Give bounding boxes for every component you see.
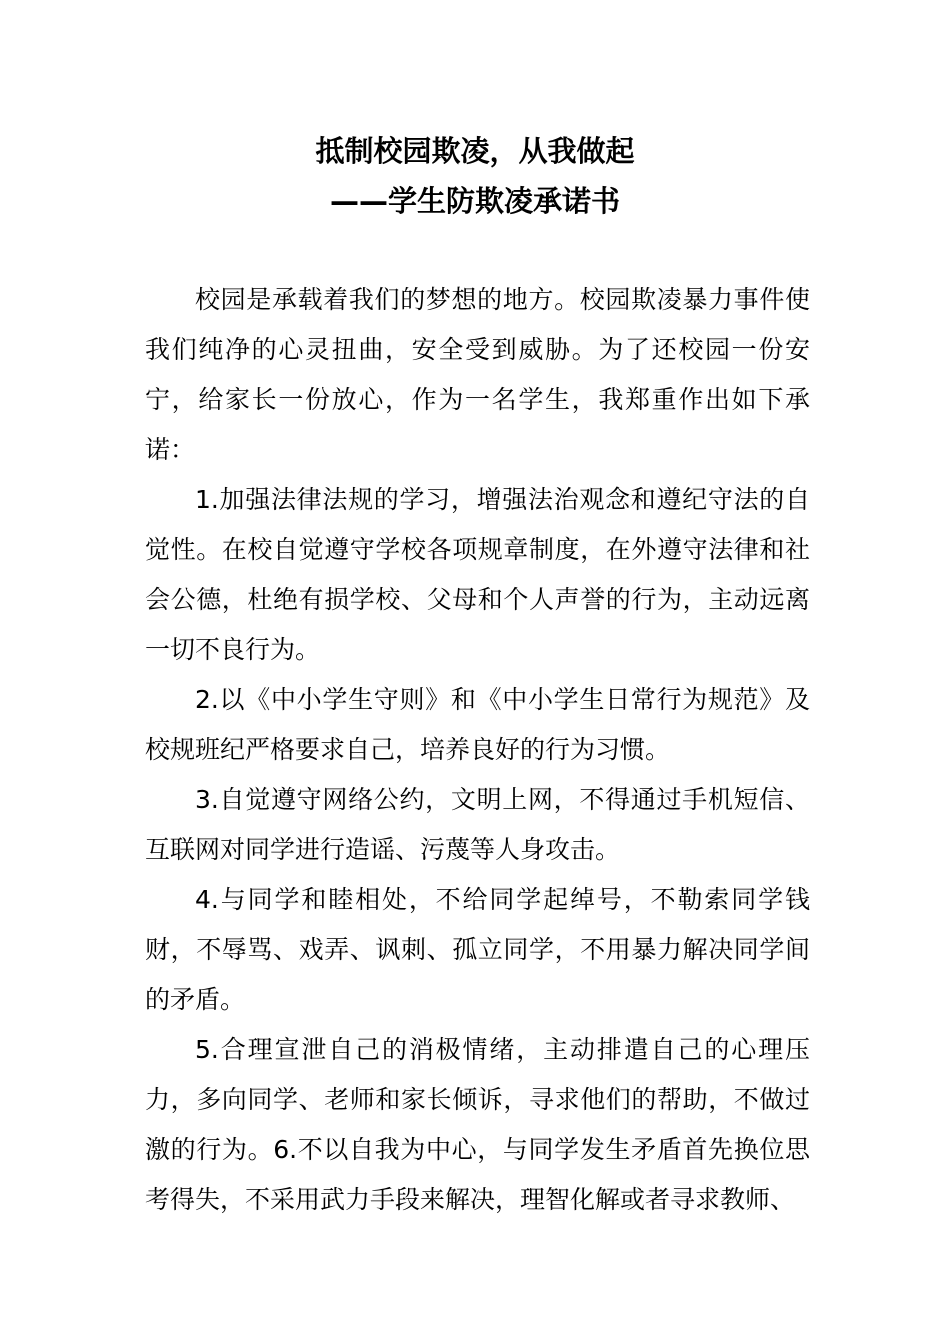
document-body bbox=[145, 275, 810, 1225]
paragraph-item-3: 3.自觉遵守网络公约，文明上网，不得通过手机短信、互联网对同学进行造谣、污蔑等人身攻击。 bbox=[145, 785, 810, 864]
paragraph-item-1: 1.加强法律法规的学习，增强法治观念和遵纪守法的自觉性。在校自觉遵守学校各项规章制度，在外遵守法律和社会公德，杜绝有损学校、父母和个人声誉的行为，主动远离一切不良行为。 bbox=[145, 485, 810, 664]
paragraph-item-4: 4.与同学和睦相处，不给同学起绰号，不勒索同学钱财，不辱骂、戏弄、讽刺、孤立同学，不用暴力解决同学间的矛盾。 bbox=[145, 885, 810, 1014]
document-subtitle: ——学生防欺凌承诺书 bbox=[329, 184, 620, 218]
paragraph-intro: 校园是承载着我们的梦想的地方。校园欺凌暴力事件使我们纯净的心灵扭曲，安全受到威胁。为了还校园一份安宁，给家长一份放心，作为一名学生，我郑重作出如下承诺： bbox=[145, 285, 810, 464]
paragraph-item-2: 2.以《中小学生守则》和《中小学生日常行为规范》及校规班纪严格要求自己，培养良好的行为习惯。 bbox=[145, 685, 810, 764]
paragraph-item-5-6: 5.合理宣泄自己的消极情绪，主动排遣自己的心理压力，多向同学、老师和家长倾诉，寻求他们的帮助，不做过激的行为。6.不以自我为中心，与同学发生矛盾首先换位思考得失，不采用武力手段来解决，理智化解或者寻求教师、 bbox=[145, 1035, 810, 1214]
document-title: 抵制校园欺凌，从我做起 bbox=[315, 134, 635, 168]
